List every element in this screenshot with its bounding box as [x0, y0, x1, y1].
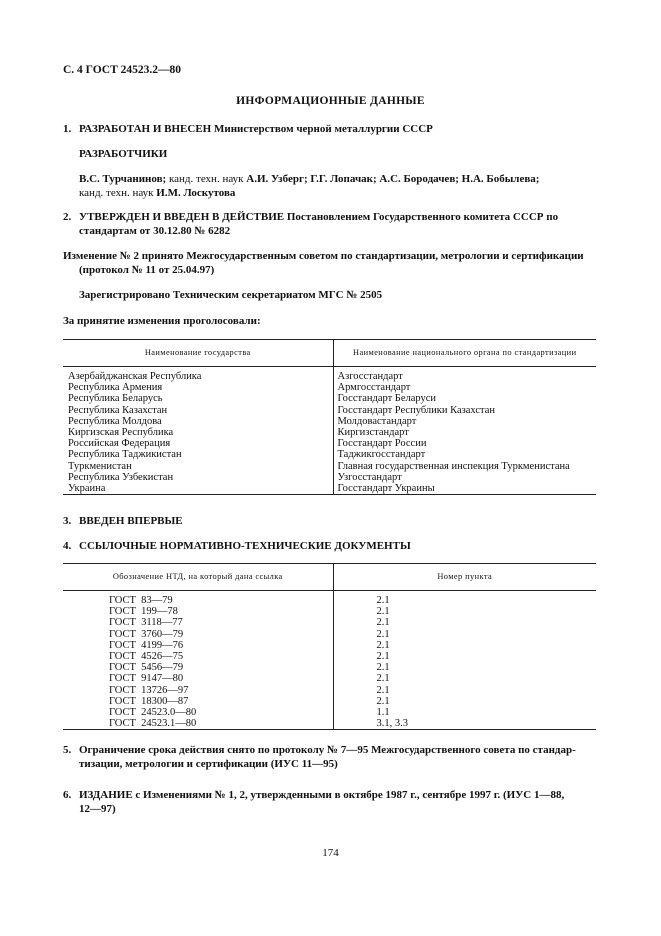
- table-cell-left: ГОСТ 3760—79: [63, 629, 333, 640]
- table-row: [63, 393, 596, 404]
- column-header: Наименование государства: [63, 340, 333, 367]
- table-cell-left: Туркменистан: [63, 461, 333, 472]
- developer-degree: канд. техн. наук: [79, 187, 154, 199]
- item-2: [63, 210, 558, 225]
- table-cell-left: Республика Молдова: [63, 416, 333, 427]
- table-row: [63, 662, 596, 673]
- table-row: [63, 427, 596, 438]
- table-cell-left: Российская Федерация: [63, 438, 333, 449]
- table-row: [63, 438, 596, 449]
- item-5-line-2: тизации, метрологии и сертификации (ИУС 11—95): [79, 758, 338, 770]
- table-cell-right: 2.1: [376, 662, 390, 674]
- item-1-text: Министерством черной металлургии СССР: [213, 123, 433, 135]
- table-cell-right: 2.1: [376, 684, 390, 696]
- page-header: С. 4 ГОСТ 24523.2—80: [63, 64, 182, 76]
- table-cell-left: Республика Таджикистан: [63, 449, 333, 460]
- table-cell-left: Республика Казахстан: [63, 405, 333, 416]
- table-cell-left: ГОСТ 4199—76: [63, 640, 333, 651]
- item-number: 1.: [63, 123, 72, 135]
- column-header: Номер пункта: [333, 564, 596, 591]
- item-4: [63, 539, 411, 554]
- table-cell-left: ГОСТ 13726—97: [63, 685, 333, 696]
- developer-name: В.С. Турчанинов;: [79, 173, 167, 185]
- table-cell-left: ГОСТ 18300—87: [63, 696, 333, 707]
- item-number: 3.: [63, 515, 72, 527]
- table-cell-right: Госстандарт Украины: [333, 483, 596, 495]
- item-5: [63, 743, 576, 758]
- table-row: [63, 640, 596, 651]
- table-row: [63, 673, 596, 684]
- developers-line-1: [79, 172, 539, 187]
- table-row: [63, 629, 596, 640]
- developer-names: А.И. Узберг; Г.Г. Лопачак; А.С. Бородачев; Н.А. Бобылева;: [246, 173, 540, 185]
- table-cell-right: Киргизстандарт: [337, 427, 409, 439]
- item-number: 6.: [63, 789, 72, 801]
- table-header-row: [63, 340, 596, 367]
- item-2-line-1: УТВЕРЖДЕН И ВВЕДЕН В ДЕЙСТВИЕ Постановлением Государственного комитета СССР по: [79, 211, 559, 223]
- table-cell-left: ГОСТ 24523.0—80: [63, 707, 333, 718]
- table-cell-right: Армгосстандарт: [337, 382, 411, 394]
- table-row: [63, 405, 596, 416]
- table-row: [63, 718, 596, 730]
- item-1-label: РАЗРАБОТАН И ВНЕСЕН: [79, 123, 212, 135]
- table-row: [63, 606, 596, 617]
- reference-table: [63, 563, 596, 730]
- table-cell-left: Республика Беларусь: [63, 393, 333, 404]
- table-cell-right: Госстандарт Беларуси: [337, 393, 437, 405]
- table-cell-right: 2.1: [376, 673, 390, 685]
- table-cell-left: Азербайджанская Республика: [63, 367, 333, 383]
- table-row: [63, 367, 596, 383]
- section-title: ИНФОРМАЦИОННЫЕ ДАННЫЕ: [236, 95, 425, 107]
- table-row: [63, 449, 596, 460]
- item-5-line-1: Ограничение срока действия снято по протоколу № 7—95 Межгосударственного совета по стандар-: [79, 744, 576, 756]
- table-row: [63, 685, 596, 696]
- item-2-line-2: стандартам от 30.12.80 № 6282: [79, 225, 231, 237]
- table-cell-right: 2.1: [376, 628, 390, 640]
- table-row: [63, 382, 596, 393]
- developer-degree: канд. техн. наук: [168, 173, 244, 185]
- voting-table: [63, 339, 596, 495]
- table-cell-left: Республика Узбекистан: [63, 472, 333, 483]
- developers-line-2: [79, 186, 235, 201]
- table-cell-right: 2.1: [376, 695, 390, 707]
- table-cell-right: 2.1: [376, 617, 390, 629]
- table-cell-right: 1.1: [376, 707, 390, 719]
- table-row: [63, 461, 596, 472]
- table-row: [63, 617, 596, 628]
- table-cell-right: 2.1: [376, 595, 390, 606]
- table-row: [63, 416, 596, 427]
- table-row: [63, 651, 596, 662]
- table-cell-right: Узгосстандарт: [337, 471, 402, 483]
- table-row: [63, 696, 596, 707]
- table-cell-right: 2.1: [376, 606, 390, 618]
- table-cell-left: Республика Армения: [63, 382, 333, 393]
- item-3-text: ВВЕДЕН ВПЕРВЫЕ: [79, 515, 183, 527]
- table-row: [63, 707, 596, 718]
- developers-heading: РАЗРАБОТЧИКИ: [79, 148, 168, 160]
- item-6: [63, 788, 564, 803]
- table-cell-right: Таджикгосстандарт: [337, 449, 426, 461]
- table-cell-left: ГОСТ 5456—79: [63, 662, 333, 673]
- change-line-2: (протокол № 11 от 25.04.97): [79, 264, 215, 276]
- table-cell-right: 3.1, 3.3: [333, 718, 596, 730]
- item-6-line-1: ИЗДАНИЕ с Изменениями № 1, 2, утвержденными в октябре 1987 г., сентябре 1997 г. (ИУС 1—88,: [79, 789, 565, 801]
- table-cell-right: Молдовастандарт: [337, 415, 417, 427]
- item-6-line-2: 12—97): [79, 803, 116, 815]
- table-cell-left: ГОСТ 4526—75: [63, 651, 333, 662]
- table-row: [63, 483, 596, 495]
- item-3: [63, 514, 183, 529]
- table-cell-left: ГОСТ 83—79: [63, 591, 333, 607]
- change-line-1: Изменение № 2 принято Межгосударственным советом по стандартизации, метрологии и сертификации: [63, 250, 584, 262]
- table-cell-left: ГОСТ 24523.1—80: [63, 718, 333, 730]
- table-cell-right: Госстандарт Республики Казахстан: [337, 404, 496, 416]
- page-number: 174: [322, 847, 339, 859]
- table-cell-right: Главная государственная инспекция Туркменистана: [337, 460, 570, 472]
- table-cell-left: ГОСТ 9147—80: [63, 673, 333, 684]
- table-cell-left: ГОСТ 199—78: [63, 606, 333, 617]
- registered-text: Зарегистрировано Техническим секретариатом МГС № 2505: [79, 289, 383, 301]
- item-number: 4.: [63, 540, 72, 552]
- item-number: 2.: [63, 211, 72, 223]
- table-header-row: [63, 564, 596, 591]
- item-4-text: ССЫЛОЧНЫЕ НОРМАТИВНО-ТЕХНИЧЕСКИЕ ДОКУМЕНТЫ: [79, 540, 411, 552]
- voted-text: За принятие изменения проголосовали:: [63, 315, 261, 327]
- developer-name: И.М. Лоскутова: [156, 187, 236, 199]
- column-header: Наименование национального органа по стандартизации: [333, 340, 596, 367]
- table-cell-left: Украина: [63, 483, 333, 495]
- table-cell-left: Киргизская Республика: [63, 427, 333, 438]
- table-cell-right: 2.1: [376, 651, 390, 663]
- table-cell-left: ГОСТ 3118—77: [63, 617, 333, 628]
- table-cell-right: 2.1: [376, 639, 390, 651]
- table-cell-right: Госстандарт России: [337, 438, 427, 450]
- table-row: [63, 472, 596, 483]
- column-header: Обозначение НТД, на который дана ссылка: [63, 564, 333, 591]
- item-number: 5.: [63, 744, 72, 756]
- table-cell-right: Азгосстандарт: [337, 371, 403, 382]
- item-1: [63, 122, 433, 137]
- table-row: [63, 591, 596, 607]
